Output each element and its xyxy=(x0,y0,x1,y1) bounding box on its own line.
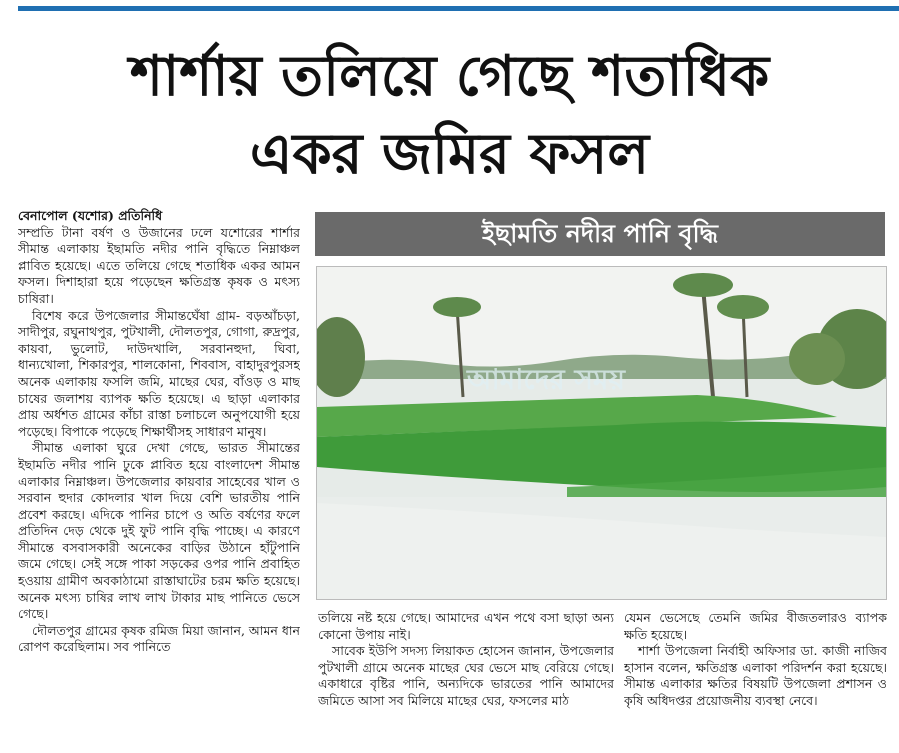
paragraph: বিশেষ করে উপজেলার সীমান্তঘেঁষা গ্রাম- বড়আঁচড়া, সাদীপুর, রঘুনাথপুর, পুটখালী, দৌলতপুর, গোগা, রুদ্রপুর, কায়বা, ভুলোট, দাউদখালি, সরবানহুদা, ঘিবা, ধান্যখোলা, শিকারপুর, শালকোনা, শিববাস, বাহাদুরপুরসহ অনেক এলাকায় ফসলি জমি, মাছের ঘের, বাঁওড় ও মাছ চাষের জলাশয় ব্যাপক ক্ষতি হয়েছে। এ ছাড়া এলাকার প্রায় অর্ধশত গ্রামের কাঁচা রাস্তা চলাচলে অনুপযোগী হয়ে পড়েছে। বিপাকে পড়েছে শিক্ষার্থীসহ সাধারণ মানুষ। xyxy=(18,307,300,439)
news-photo xyxy=(316,266,887,600)
right-column xyxy=(624,610,887,735)
headline-line-2: একর জমির ফসল xyxy=(249,122,650,187)
headline xyxy=(0,38,899,194)
middle-column xyxy=(318,610,614,735)
photo-watermark: আমাদের সময় xyxy=(467,363,625,396)
paragraph: সীমান্ত এলাকা ঘুরে দেখা গেছে, ভারত সীমান্তের ইছামতি নদীর পানি ঢুকে প্লাবিত হয়ে বাংলাদেশ সীমান্ত এলাকার নিম্নাঞ্চল। উপজেলার কায়বার সাহেবের খাল ও সরবান হুদার কোদলার খাল দিয়ে বেশি ভারতীয় পানি প্রবেশ করছে। এদিকে পানির চাপে ও অতি বর্ষণের ফলে প্রতিদিন দেড় থেকে দুই ফুট পানি বৃদ্ধি পাচ্ছে। এ কারণে সীমান্তে বসবাসকারী অনেকের বাড়ির উঠানে হাঁটুপানি জমে গেছে। সেই সঙ্গে পাকা সড়কের ওপর পানি প্রবাহিত হওয়ায় গ্রামীণ অবকাঠামো রাস্তাঘাটের চরম ক্ষতি হয়েছে। অনেক মৎস্য চাষির লাখ লাখ টাকার মাছ পানিতে ভেসে গেছে। xyxy=(18,440,300,622)
flooded-field-image xyxy=(317,267,886,599)
paragraph: দৌলতপুর গ্রামের কৃষক রমিজ মিয়া জানান, আমন ধান রোপণ করেছিলাম। সব পানিতে xyxy=(18,622,300,655)
photo-subhead: ইছামতি নদীর পানি বৃদ্ধি xyxy=(315,212,885,256)
paragraph: যেমন ভেসেছে তেমনি জমির বীজতলারও ব্যাপক ক্ষতি হয়েছে। xyxy=(624,610,887,642)
paragraph: তলিয়ে নষ্ট হয়ে গেছে। আমাদের এখন পথে বসা ছাড়া অন্য কোনো উপায় নাই। xyxy=(318,610,614,642)
paragraph: সাবেক ইউপি সদস্য লিয়াকত হোসেন জানান, উপজেলার পুটখালী গ্রামে অনেক মাছের ঘের ভেসে মাছ বেরিয়ে গেছে। একাধারে বৃষ্টির পানি, অন্যদিকে ভারতের পানি আমাদের জমিতে আসা সব মিলিয়ে মাছের ঘের, ফসলের মাঠ xyxy=(318,643,614,708)
left-column xyxy=(18,208,300,733)
headline-line-1: শার্শায় তলিয়ে গেছে শতাধিক xyxy=(129,44,770,109)
paragraph: শার্শা উপজেলা নির্বাহী অফিসার ডা. কাজী নাজিব হাসান বলেন, ক্ষতিগ্রস্ত এলাকা পরিদর্শন করা হয়েছে। সীমান্ত এলাকার ক্ষতির বিষয়টি উপজেলা প্রশাসন ও কৃষি অধিদপ্তর প্রয়োজনীয় ব্যবস্থা নেবে। xyxy=(624,643,887,708)
top-rule xyxy=(18,6,899,11)
paragraph: সম্প্রতি টানা বর্ষণ ও উজানের ঢলে যশোরের শার্শার সীমান্ত এলাকায় ইছামতি নদীর পানি বৃদ্ধিতে নিম্নাঞ্চল প্লাবিত হয়েছে। এতে তলিয়ে গেছে শতাধিক একর আমন ফসল। দিশাহারা হয়ে পড়েছেন ক্ষতিগ্রস্ত কৃষক ও মৎস্য চাষিরা। xyxy=(18,224,300,306)
byline: বেনাপোল (যশোর) প্রতিনিধি xyxy=(18,208,163,223)
